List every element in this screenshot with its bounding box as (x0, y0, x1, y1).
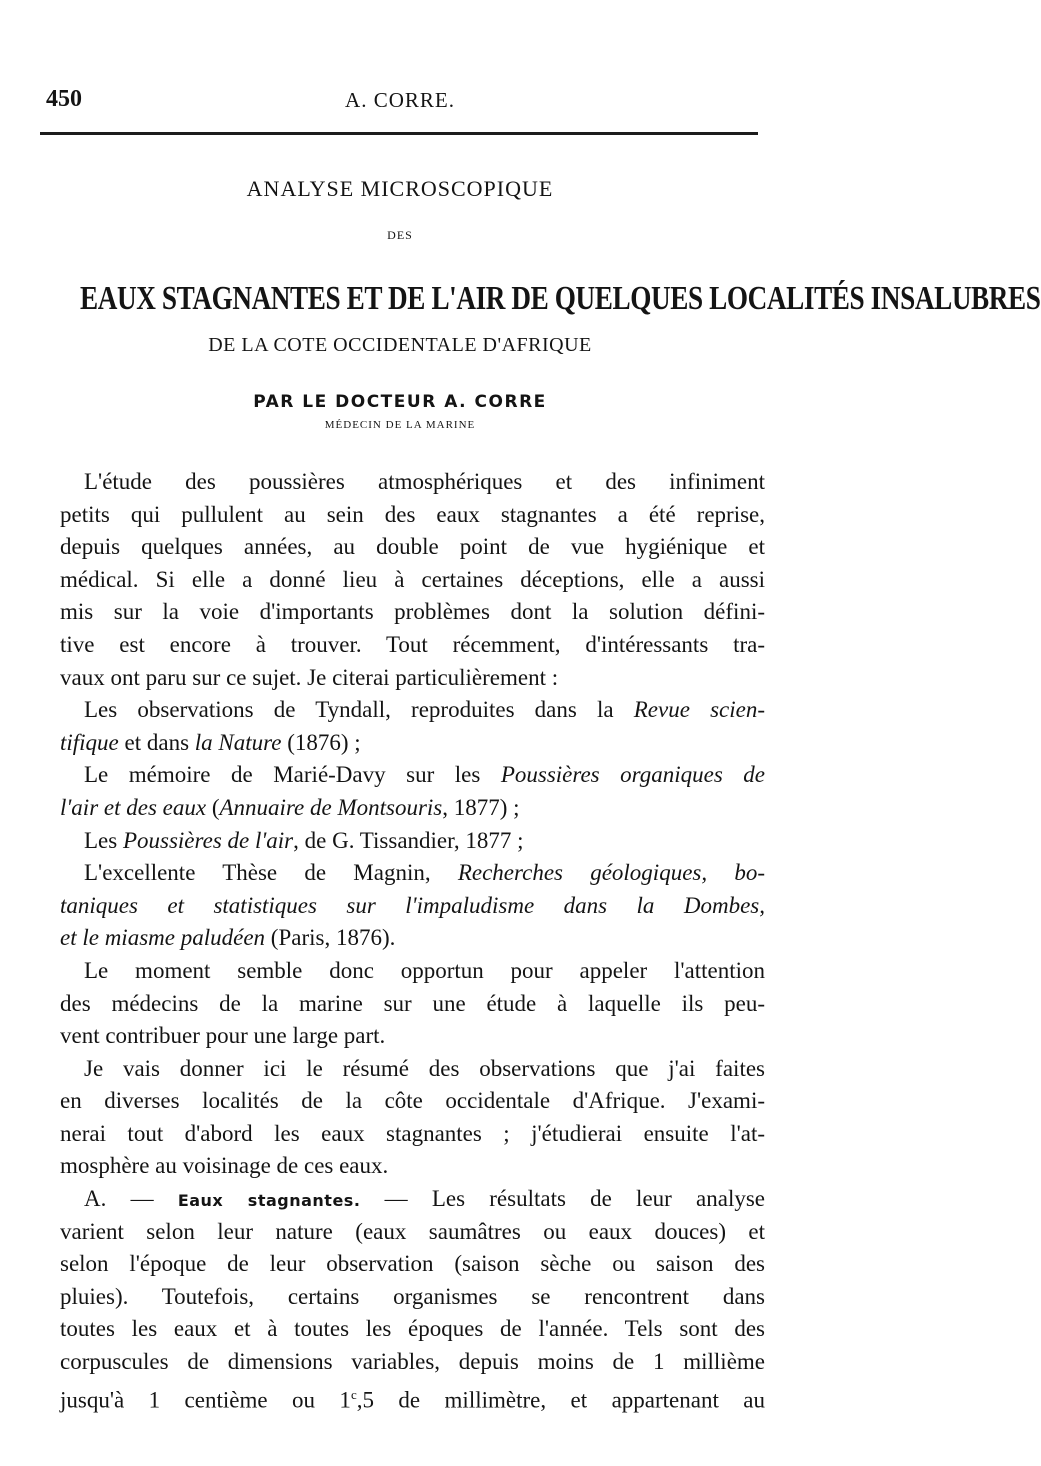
body-line: des médecins de la marine sur une étude à laquelle ils peu- (60, 990, 765, 1016)
page-number: 450 (46, 86, 82, 112)
body-line (60, 1379, 765, 1412)
body-line: toutes les eaux et à toutes les époques de l'année. Tels sont des (60, 1316, 765, 1342)
body-line: depuis quelques années, au double point de vue hygiénique et (60, 534, 765, 560)
text-run: ,5 de millimètre, et appartenant au (356, 1387, 765, 1413)
italic-title: et le miasme paludéen (60, 925, 266, 951)
body-line: vent contribuer pour une large part. (60, 1023, 386, 1049)
article-title-line-2: DES (387, 228, 413, 242)
body-line (60, 694, 765, 727)
running-title: A. CORRE. (345, 88, 455, 112)
text-run: jusqu'à 1 centième ou 1 (60, 1387, 351, 1413)
body-line (60, 1183, 765, 1216)
article-title-line-4: DE LA COTE OCCIDENTALE D'AFRIQUE (208, 334, 592, 356)
body-line (60, 759, 765, 792)
body-line: L'étude des poussières atmosphériques et des infiniment (84, 469, 765, 494)
text-run: — Les résultats de leur analyse (360, 1186, 765, 1212)
text-run: Les observations de Tyndall, reproduites dans la (84, 697, 634, 723)
italic-title: Revue scien- (633, 697, 765, 723)
section-heading: Eaux stagnantes. (177, 1191, 361, 1211)
body-line: pluies). Toutefois, certains organismes se rencontrent dans (60, 1283, 765, 1309)
text-run: , 1877) ; (442, 794, 520, 820)
body-line (60, 922, 765, 955)
body-line: petits qui pullulent au sein des eaux stagnantes a été reprise, (60, 501, 765, 527)
text-run: Les (84, 827, 123, 853)
body-line: vaux ont paru sur ce sujet. Je citerai particulièrement : (60, 664, 559, 690)
body-line (60, 727, 765, 760)
running-header (46, 86, 754, 116)
text-run: , de G. Tissandier, 1877 ; (293, 827, 524, 853)
body-line: varient selon leur nature (eaux saumâtres ou eaux douces) et (60, 1218, 765, 1244)
author-byline: PAR LE DOCTEUR A. CORRE (253, 392, 547, 412)
body-line (60, 792, 765, 825)
body-line: nerai tout d'abord les eaux stagnantes ; j'étudierai ensuite l'at- (60, 1120, 765, 1146)
text-run: L'excellente Thèse de Magnin, (84, 860, 458, 886)
superscript: c (350, 1386, 357, 1402)
article-title-main: EAUX STAGNANTES ET DE L'AIR DE QUELQUES LOCALITÉS INSALUBRES (80, 280, 1041, 317)
italic-title: tifique (60, 729, 119, 755)
article-title-line-1: ANALYSE MICROSCOPIQUE (246, 176, 554, 201)
text-run: (1876) ; (281, 729, 361, 755)
body-line: corpuscules de dimensions variables, depuis moins de 1 millième (60, 1349, 765, 1375)
body-line: médical. Si elle a donné lieu à certaines déceptions, elle a aussi (60, 566, 765, 592)
text-run: (Paris, 1876). (265, 925, 396, 951)
body-line (60, 825, 765, 858)
header-rule (40, 132, 758, 135)
body-line: en diverses localités de la côte occidentale d'Afrique. J'exami- (60, 1088, 765, 1114)
body-line: Je vais donner ici le résumé des observations que j'ai faites (84, 1055, 765, 1081)
article-body (60, 466, 765, 1411)
body-line: tive est encore à trouver. Tout récemment, d'intéressants tra- (60, 631, 765, 657)
text-run: Le mémoire de Marié-Davy sur les (84, 762, 501, 788)
italic-title: Poussières de l'air (122, 827, 294, 853)
text-run: et dans (118, 729, 195, 755)
body-line: taniques et statistiques sur l'impaludisme dans la Dombes, (60, 892, 765, 918)
text-run: ( (206, 794, 220, 820)
italic-title: la Nature (194, 729, 282, 755)
body-line: mis sur la voie d'importants problèmes dont la solution défini- (60, 599, 765, 625)
italic-title: Annuaire de Montsouris (219, 794, 443, 820)
author-role: MÉDECIN DE LA MARINE (324, 419, 476, 431)
italic-title: Recherches géologiques, bo- (457, 860, 765, 886)
body-line: mosphère au voisinage de ces eaux. (60, 1153, 389, 1179)
text-run: A. — (84, 1186, 178, 1212)
body-line: selon l'époque de leur observation (saison sèche ou saison des (60, 1251, 765, 1277)
body-line (60, 857, 765, 890)
italic-title: Poussières organiques de (500, 762, 765, 788)
body-line: Le moment semble donc opportun pour appeler l'attention (84, 957, 765, 983)
italic-title: l'air et des eaux (60, 794, 207, 820)
